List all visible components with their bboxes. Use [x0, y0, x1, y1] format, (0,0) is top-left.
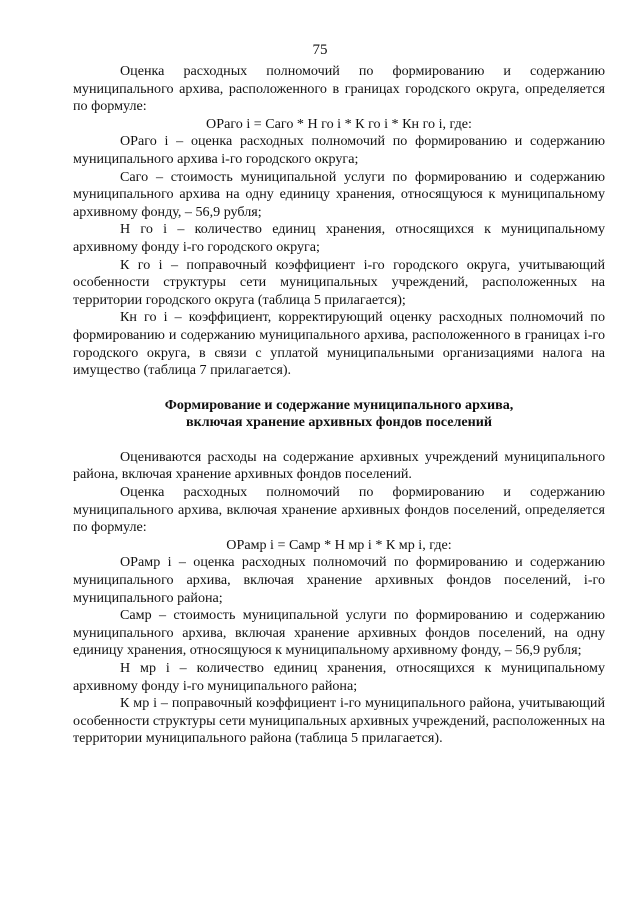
definition-oraago: ОРаго i – оценка расходных полномочий по формированию и содержанию муниципального архива i-го городского округа;	[73, 133, 605, 167]
definition-k-mr: К мр i – поправочный коэффициент i-го муниципального района, учитывающий особенности структуры сети муниципальных архивных учреждений, расположенных на территории муниципального района (таблица 5 прилагается).	[73, 695, 605, 747]
definition-oramr: ОРамр i – оценка расходных полномочий по формированию и содержанию муниципального архива, включая хранение архивных фондов поселений, i-го муниципального района;	[73, 554, 605, 606]
definition-k-go: К го i – поправочный коэффициент i-го городского округа, учитывающий особенности структуры сети муниципальных учреждений, расположенных на территории городского округа (таблица 5 прилагается);	[73, 256, 605, 308]
section-heading-line-2: включая хранение архивных фондов поселений	[186, 414, 492, 431]
formula-city-district: ОРаго i = Саго * Н го i * К го i * Кн го i, где:	[206, 115, 472, 132]
section-heading-line-1: Формирование и содержание муниципального архива,	[164, 396, 514, 413]
definition-kn-go: Кн го i – коэффициент, корректирующий оценку расходных полномочий по формированию и содержанию муниципального архива, расположенного в границах i-го городского округа, в связи с уплатой муниципальными организациями налога на имущество (таблица 7 прилагается).	[73, 309, 605, 379]
formula-intro-municipal-district: Оценка расходных полномочий по формированию и содержанию муниципального архива, включая хранение архивных фондов поселений, определяется по формуле:	[73, 484, 605, 536]
page-number: 75	[312, 42, 328, 58]
section-spacer	[73, 380, 605, 397]
definition-samr: Самр – стоимость муниципальной услуги по формированию и содержанию муниципального архива, включая хранение архивных фондов поселений, на одну единицу хранения, относящуюся к муниципальному архивному фонду, – 56,9 рубля;	[73, 607, 605, 659]
intro-paragraph-municipal-district: Оцениваются расходы на содержание архивных учреждений муниципального района, включая хранение архивных фондов поселений.	[73, 448, 605, 483]
formula-municipal-district: ОРамр i = Самр * Н мр i * К мр i, где:	[226, 536, 452, 553]
intro-paragraph-city-district: Оценка расходных полномочий по формированию и содержанию муниципального архива, расположенного в границах городского округа, определяется по формуле:	[73, 63, 605, 115]
definition-sago: Саго – стоимость муниципальной услуги по формированию и содержанию муниципального архива на одну единицу хранения, относящуюся к муниципальному архивному фонду, – 56,9 рубля;	[73, 168, 605, 220]
document-body	[73, 63, 605, 748]
definition-n-go: Н го i – количество единиц хранения, относящихся к муниципальному архивному фонду i-го городского округа;	[73, 221, 605, 255]
definition-n-mr: Н мр i – количество единиц хранения, относящихся к муниципальному архивному фонду i-го муниципального района;	[73, 660, 605, 694]
section-spacer-2	[73, 432, 605, 449]
